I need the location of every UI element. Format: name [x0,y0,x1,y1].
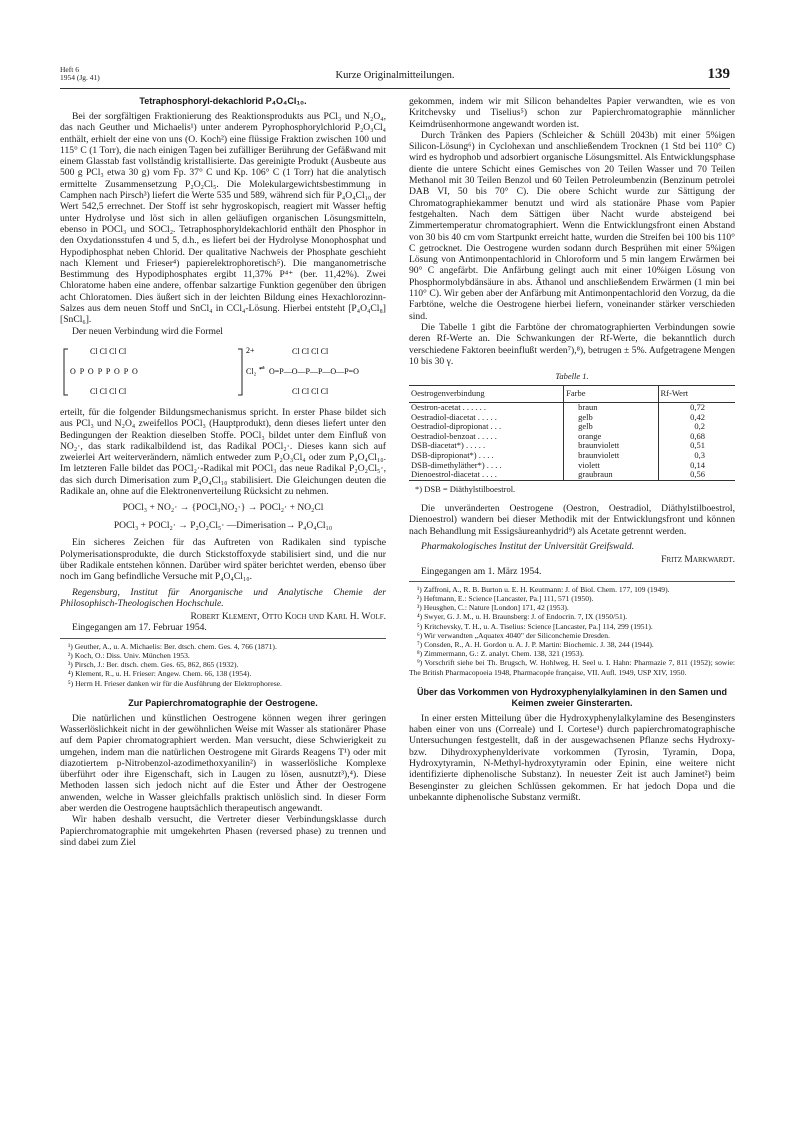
footnote: ⁷) Consden, R., A. H. Gordon u. A. J. P. Martin: Biochemic. J. 38, 244 (1944). [417,640,654,650]
column-header: Farbe [564,386,658,403]
footnote: ²) Koch, O.: Diss. Univ. München 1953. [68,650,190,660]
received-date: Eingegangen am 1. März 1954. [421,565,542,577]
cell: braunviolett [564,451,658,461]
issue-line: 1954 (Jg. 41) [60,73,100,82]
equation: POCl₃ + NO₂· → {POCl₃NO₂·} → POCl₂· + NO₂Cl [122,503,324,514]
cell: Oestradiol-benzoat . . . . . [409,432,564,442]
right-column [409,96,735,803]
paragraph: Wir haben deshalb versucht, die Vertreter dieser Verbindungsklasse durch Papierchromatographie mit umgekehrten Phasen (reversed phase) zu trennen und sind dabei zum Ziel [60,814,386,848]
footnote: ⁴) Swyer, G. J. M., u. H. Braunsberg: J. of Endocrin. 7, IX (1950/51). [417,612,628,622]
authors: Fritz Markwardt. [661,554,735,566]
formula-top-row: Cl Cl Cl Cl [90,346,127,356]
footnote: ¹) Geuther, A., u. A. Michaelis: Ber. dtsch. chem. Ges. 4, 766 (1871). [68,641,277,651]
cell: orange [564,432,658,442]
paragraph: Bei der sorgfältigen Fraktionierung des Reaktionsprodukts aus PCl₃ und N₂O₄, das nach Geuther und Michaelis¹) unter anderem Pyrophosphorylchlorid P₂O₃Cl₄ enthält, erhielt der eine von uns (O. Koch²) eine flüssige Fraktion zwischen 100 und 115° C (1 Torr), die nach einigen Tagen bei zufälliger Berührung der Gefäßwand mit einem Glasstab fast vollständig kristallisierte. Das gereinigte Produkt (Ausbeute aus 500 g PCl₃ etwa 30 g) vom Fp. 37° C und Kp. 106° C (1 Torr) hat die analytisch ermittelte Zusammensetzung P₂O₂Cl₅. Die Molekulargewichtsbestimmung in Camphen nach Pirsch³) liefert die Werte 535 und 589, während sich für P₄O₄Cl₁₀ der Wert 542,5 errechnet. Der Stoff ist sehr hygroskopisch, reagiert mit Wasser heftig unter Hydrolyse und löst sich in allen geläufigen organischen Lösungsmitteln, ebenso in POCl₃ und SOCl₂. Tetraphosphoryldekachlorid enthält den Phosphor in den Oxydationsstufen 4 und 5, d.h., es liefert bei der Hydrolyse Monophosphat und Hypodiphosphat neben Chlorid. Der qualitative Nachweis der Phosphate geschieht nach Klement und Frieser⁴) papierelektrophoretisch⁵). Die manganometrische Bestimmung des Hypodiphosphates ergibt 11,37% P⁴⁺ (ber. 11,42%). Zwei Chloratome haben eine andere, offenbar salzartige Funktion gegenüber den übrigen acht Chloratomen. Dies äußert sich in der leichten Bildung eines Hexachlorozinn-Salzes aus dem neuen Stoff und SnCl₄ in CCl₄-Lösung. Hierbei entsteht [P₄O₄Cl₈] [SnCl₆]. [60,111,386,326]
footnote: ³) Heusghen, C.: Nature [London] 171, 42 (1953). [417,603,569,613]
paragraph: erteilt, für die folgender Bildungsmechanismus spricht. In erster Phase bildet sich aus PCl₃ und N₂O₄ zweifellos POCl₃ (Hauptprodukt), denn dieses liefert unter den Bedingungen der Reaktion dieselben Stoffe. POCl₃ bildet unter dem Einfluß von NO₂·, das stark radikalbildend ist, das Radikal POCl₂·. Dieses kann sich auf zweierlei Art weiterverändern, nämlich entweder zum P₂O₃Cl₄ oder zum P₄O₄Cl₁₀. Im letzteren Falle bildet das POCl₂·-Radikal mit POCl₃ das neue Radikal P₂O₂Cl₅·, das sich durch Dimerisation zum P₄O₄Cl₁₀ stabilisiert. Die Gleichungen deuten die Radikale an, ohne auf die Elektronenverteilung Rücksicht zu nehmen. [60,406,386,498]
footnote: ²) Heftmann, E.: Science [Lancaster, Pa.] 111, 571 (1950). [417,594,594,604]
cell: gelb [564,413,658,423]
page-number: 139 [707,66,730,82]
paragraph: Die natürlichen und künstlichen Oestrogene können wegen ihrer geringen Wasserlöslichkeit nicht in der gewöhnlichen Weise mit Wasser als stationärer Phase auf dem Papier chromatographiert werden. Man versucht, diese Schwierigkeit zu umgehen, indem man die natürlichen Oestrogene mit Girards Reagens T¹) oder mit diazotiertem p-Nitrobenzol-azodimethoxyanilin²) in wasserlösliche Komplexe überführt oder ihre Eigenschaft, sich in Laugen zu lösen, ausnutzt³),⁴). Diese Methoden lassen sich jedoch nicht auf die Ester und Äther der Oestrogene anwenden, welche in Wasser gleichfalls praktisch unlöslich sind. In dieser Form aber werden die Oestrogene hauptsächlich therapeutisch angewandt. [60,712,386,815]
cell: 0,42 [690,411,705,422]
column-header: Oestrogenverbindung [409,386,564,403]
paragraph: Durch Tränken des Papiers (Schleicher & Schüll 2043b) mit einer 5%igen Silicon-Lösung⁶) in Cyclohexan und anschließendem Trocknen (1 Std bei 110° C) wird es hydrophob und adsorbiert organische Lösungsmittel. Als Entwicklungsphase diente die untere Schicht eines Gemisches von 20 Teilen Wasser und 70 Teilen Methanol mit 30 Teilen Benzol und 60 Teilen Petroleumbenzin (Benzinum petrolei DAB VI, 50 bis 70° C). Die obere Schicht wurde zur Sättigung der Chromatographiekammer benutzt und wird als stationäre Phase vom Papier festgehalten. Nach dem Sättigen über Nacht wurde absteigend bei Zimmertemperatur chromatographiert. Wenn die Entwicklungsfront einen Abstand von 30 bis 40 cm vom Startpunkt erreicht hatte, wurden die Streifen bei 100 bis 110° C getrocknet. Die Oestrogene wurden sodann durch Besprühen mit einer 5%igen Lösung von Antimonpentachlorid in Chloroform und 5 min langem Erwärmen bei 90° C angefärbt. Die Anfärbung gelingt auch mit einer 10%igen Lösung von Phosphormolybdänsäure in abs. Äthanol und anschließendem Erwärmen (1 min bei 110° C). Wir geben aber der Anfärbung mit Antimonpentachlorid den Vorzug, da die Farbtöne, welche die Oestrogene hierbei liefern, voneinander stärker verschieden sind. [409,129,735,322]
left-column [60,96,386,848]
cell: 0,56 [658,470,735,480]
cell: Oestradiol-diacetat . . . . . [409,413,564,423]
article-heading: Tetraphosphoryl-dekachlorid P₄O₄Cl₁₀. [139,96,307,106]
paragraph: Der neuen Verbindung wird die Formel [72,325,223,337]
affiliation: Regensburg, Institut für Anorganische und Analytische Chemie der Philosophisch-Theologischen Hochschule. [60,586,386,609]
footnote: ¹) Zaffroni, A., R. B. Burton u. E. H. Keutmann: J. of Biol. Chem. 177, 109 (1949). [417,584,670,594]
footnotes [409,581,735,677]
formula-mid-row: O P O P P O P O [70,366,139,376]
table-caption: Tabelle 1. [555,371,589,382]
cell: Oestradiol-dipropionat . . . [409,422,564,432]
cell: DSB-dimethyläther*) . . . . [409,461,564,471]
cell: gelb [564,422,658,432]
table-row [409,470,735,480]
column-header: Rf-Wert [658,386,735,403]
footnote: ⁴) Klement, R., u. H. Frieser: Angew. Chem. 66, 138 (1954). [68,669,252,679]
cell: violett [564,461,658,471]
cell: 0,14 [690,459,705,470]
footnote: ⁵) Kritchevsky, T. H., u. A. Tiselius: Science [Lancaster, Pa.] 114, 299 (1951). [417,621,653,631]
charge-label: 2+ [246,345,255,355]
footnote: ⁹) Vorschrift siehe bei Th. Brugsch, W. Hohlweg, H. Seel u. I. Hahn: Pharmazie 7, 811 (1952); sowie: The British Pharmacopoeia 1948, Pharmacopée française, VII. Aufl. 1949, USP XIV, 1950. [409,658,735,677]
bracket-left [64,349,68,395]
received-date: Eingegangen am 17. Februar 1954. [72,622,207,634]
cell: 0,68 [690,430,705,441]
paragraph: Die unveränderten Oestrogene (Oestron, Oestradiol, Diäthylstilboestrol, Dienoestrol) wandern bei dieser Methodik mit der Entwicklungsfront und können nach Behandlung mit Essigsäureanhydrid⁹) als Acetate getrennt werden. [409,503,735,537]
cell: braunviolett [564,441,658,451]
cell: graubraun [564,470,658,480]
cell: 0,72 [690,402,705,413]
running-title: Kurze Originalmitteilungen. [335,70,455,81]
affiliation: Pharmakologisches Institut der Universität Greifswald. [421,540,635,552]
formula-right-top: Cl Cl Cl Cl [292,346,329,356]
authors: Robert Klement, Otto Koch und Karl H. Wolf. [190,611,386,623]
page-header [60,66,730,89]
formula-cl2: Cl₂ [246,366,257,376]
cell: DSB-diacetat*) . . . . . [409,441,564,451]
cell: 0,51 [690,440,705,451]
bracket-right [238,349,242,395]
cell: 0,3 [694,449,705,460]
paragraph: Ein sicheres Zeichen für das Auftreten von Radikalen sind typische Polymerisationsprodukte, die durch Stickstoffoxyde stabilisiert sind, und die nur über Radikale entstehen können. Darüber wird später berichtet werden, ebenso über noch im Gang befindliche Versuche mit P₄O₄Cl₁₀. [60,537,386,583]
footnote: ⁵) Herrn H. Frieser danken wir für die Ausführung der Elektrophorese. [68,678,282,688]
paragraph: Die Tabelle 1 gibt die Farbtöne der chromatographierten Verbindungen sowie deren Rf-Werte an. Die Schwankungen der Rf-Werte, die bekanntlich durch verschiedene Faktoren beeinflußt werden⁷),⁸), betrugen ± 5%. Aufgetragene Mengen 10 bis 30 γ. [409,321,735,367]
footnote: ⁸) Zimmermann, G.: Z. analyt. Chem. 138, 321 (1953). [417,649,584,659]
structural-formula [60,341,386,403]
formula-right-bottom: Cl Cl Cl Cl [292,386,329,396]
equation: POCl₃ + POCl₂· → P₂O₂Cl₅· —Dimerisation→ P₄O₄Cl₁₀ [113,521,333,532]
paragraph: gekommen, indem wir mit Silicon behandeltes Papier verwandten, wie es von Kritchevsky und Tiselius⁵) schon zur Papierchromatographie männlicher Keimdrüsenhormone angewandt worden ist. [409,96,735,130]
cell: braun [564,403,658,413]
cell: 0,2 [694,421,705,432]
issue-line: Heft 6 [60,65,79,74]
cell: Dienoestrol-diacetat . . . . [409,470,564,480]
table-note: *) DSB = Diäthylstilboestrol. [415,483,516,494]
formula-bottom-row: Cl Cl Cl Cl [90,386,127,396]
footnote: ³) Pirsch, J.: Ber. dtsch. chem. Ges. 65, 862, 865 (1932). [68,660,239,670]
footnotes [60,638,386,688]
formula-right-mid: O=P—O—P—P—O—P=O [269,366,359,376]
equilibrium-arrow: ⇌ [259,363,265,372]
cell: DSB-dipropionat*) . . . . [409,451,564,461]
article-heading: Zur Papierchromatographie der Oestrogene. [128,697,318,708]
cell: Oestron-acetat . . . . . . [409,403,564,413]
footnote: ⁶) Wir verwandten „Aquatex 4040" der Siliconchemie Dresden. [417,630,610,640]
formula-drawing [60,341,386,403]
paragraph: In einer ersten Mitteilung über die Hydroxyphenylalkylamine des Besenginsters haben einer von uns (Correale) und I. Cortese¹) durch papierchromatographische Untersuchungen festgestellt, daß in der ausgewachsenen Pflanze sechs Hydroxy- bzw. Dihydroxyphenylderivate vorkommen (Tyrosin, Tyramin, Dopa, Hydroxytyramin, N-Methyl-hydroxytyramin oder Epinin, eine weitere nicht identifizierte diphenolische Substanz). In neuester Zeit ist auch Jaminet²) beim Besenginster zu gleichen Schlüssen gekommen. Er hat jedoch Dopa und die unbekannte diphenolische Substanz vermißt. [409,712,735,803]
article-heading: Über das Vorkommen von Hydroxyphenylalkylaminen in den Samen und Keimen zweier Ginsterarten. [417,686,727,708]
data-table [409,385,735,480]
